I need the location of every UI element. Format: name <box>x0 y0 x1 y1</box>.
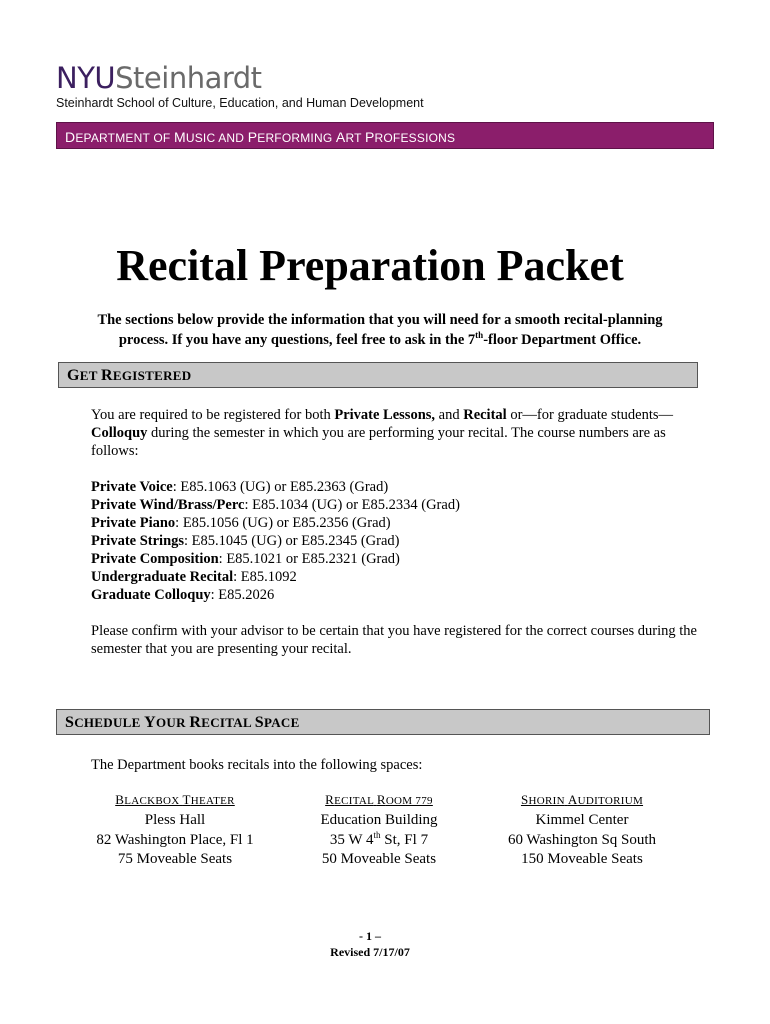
section-title: SCHEDULE YOUR RECITAL SPACE <box>65 714 300 731</box>
list-item: Private Voice: E85.1063 (UG) or E85.2363 (Grad) <box>91 479 389 495</box>
venue-blackbox-theater <box>75 790 275 870</box>
venue-heading: BLACKBOX THEATER <box>115 792 235 807</box>
list-item: Private Strings: E85.1045 (UG) or E85.2345 (Grad) <box>91 533 400 549</box>
venue-heading: SHORIN AUDITORIUM <box>520 792 644 807</box>
venue-address: 35 W 4th St, Fl 7 <box>329 829 429 848</box>
logo-nyu: NYU <box>56 61 116 95</box>
venue-seats: 50 Moveable Seats <box>321 851 437 867</box>
page-footer <box>0 928 740 960</box>
section-title: GET REGISTERED <box>67 367 192 384</box>
venue-name: Kimmel Center <box>535 812 629 828</box>
department-banner <box>56 122 714 149</box>
venue-shorin-auditorium <box>482 790 682 870</box>
venue-name: Pless Hall <box>144 812 206 828</box>
confirm-paragraph: Please confirm with your advisor to be certain that you have registered for the correct courses during the semester that you are presenting your recital. <box>91 623 697 657</box>
venue-address: 60 Washington Sq South <box>507 831 657 848</box>
registration-paragraph: You are required to be registered for both Private Lessons, and Recital or—for graduate students—Colloquy during the semester in which you are performing your recital. The course numbers are as follows: <box>91 407 674 459</box>
department-name: DEPARTMENT OF MUSIC AND PERFORMING ART PROFESSIONS <box>65 129 456 145</box>
venue-seats: 150 Moveable Seats <box>521 851 643 867</box>
venue-seats: 75 Moveable Seats <box>117 851 233 867</box>
nyu-steinhardt-logo <box>56 62 424 110</box>
list-item: Graduate Colloquy: E85.2026 <box>91 587 275 603</box>
intro-line-1: The sections below provide the information that you will need for a smooth recital-planning <box>97 312 663 328</box>
revision-date: Revised 7/17/07 <box>330 945 410 959</box>
section-header-get-registered <box>58 362 698 388</box>
logo-wordmark <box>56 62 424 94</box>
intro-text <box>70 310 690 350</box>
logo-steinhardt: Steinhardt <box>115 61 262 95</box>
venue-name: Education Building <box>320 812 438 828</box>
list-item: Private Wind/Brass/Perc: E85.1034 (UG) or E85.2334 (Grad) <box>91 497 460 513</box>
venue-heading: RECITAL ROOM 779 <box>325 792 433 807</box>
intro-line-2: process. If you have any questions, feel free to ask in the 7th-floor Department Office. <box>118 330 642 348</box>
course-list <box>91 478 460 604</box>
logo-subtitle: Steinhardt School of Culture, Education, and Human Development <box>56 96 424 110</box>
list-item: Private Composition: E85.1021 or E85.2321 (Grad) <box>91 551 400 567</box>
page-number: - 1 – <box>359 929 381 943</box>
venue-recital-room <box>279 790 479 870</box>
spaces-intro: The Department books recitals into the following spaces: <box>91 757 423 773</box>
list-item: Undergraduate Recital: E85.1092 <box>91 569 297 585</box>
section-header-schedule-space <box>56 709 710 735</box>
venue-address: 82 Washington Place, Fl 1 <box>96 831 254 848</box>
list-item: Private Piano: E85.1056 (UG) or E85.2356 (Grad) <box>91 515 391 531</box>
document-title: Recital Preparation Packet <box>116 241 624 290</box>
